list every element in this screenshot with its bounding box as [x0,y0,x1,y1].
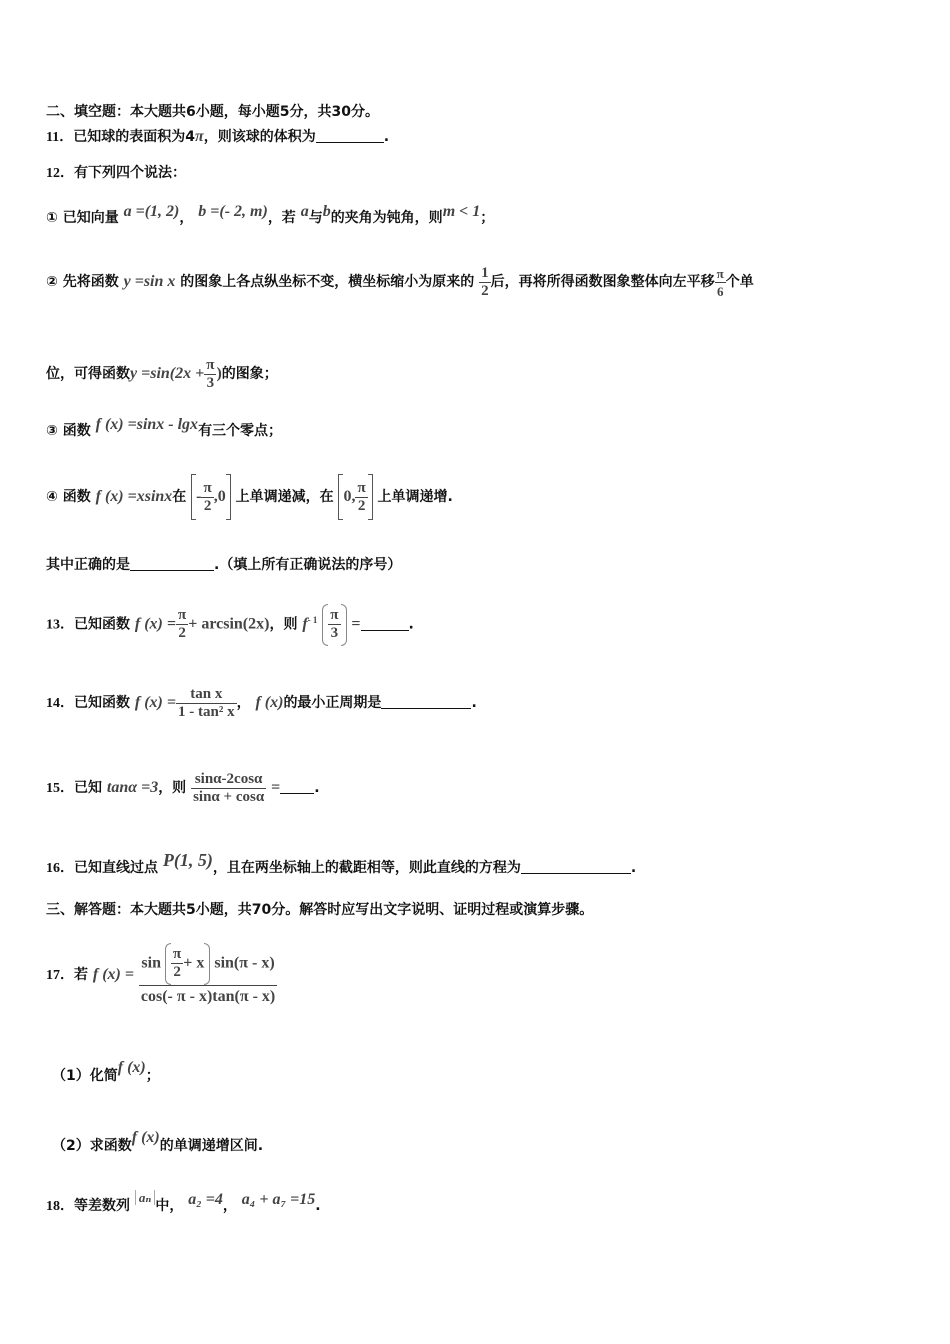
fraction-trig: sin $\frac{\pi}{2}$ + x sin(π - x) cos(- π - x)tan(π - x) [139,943,277,1008]
answer-blank [521,859,631,874]
question-12-statement-2: ② 先将函数 y =sin x 的图象上各点纵坐标不变，横坐标缩小为原来的 $\frac{1}{2}$ 后，再将所得函数图象整体向左平移 $\frac{\pi}{6}$ 个单 [46,264,754,299]
answer-blank [361,616,409,631]
question-17: 17．若 f (x) = sin $\frac{\pi}{2}$ + x sin(π - x) cos(- π - x)tan(π - x) [46,940,277,1011]
question-12-statement-1: ① 已知向量 a =(1, 2)， b =(- 2, m)，若 a与b的夹角为钝角，则m < 1； [46,203,495,226]
fraction-pi-over-2: $\frac{\pi}{2}$ [173,946,182,980]
fraction-one-half: $\frac{1}{2}$ [481,264,489,299]
right-bracket [368,474,373,520]
question-16: 16．已知直线过点 P(1, 5)，且在两坐标轴上的截距相等，则此直线的方程为 . [46,850,637,876]
fraction-sin-cos: $\frac{\sin\alpha-2\cos\alpha}{\sin\alpha + \cos\alpha}$ [193,770,265,805]
fraction-pi-over-2: $\frac{\pi}{2}$ [203,479,212,514]
right-paren [204,943,210,985]
fraction-pi-over-6: $\frac{\pi}{6}$ [716,265,724,299]
question-13: 13．已知函数 f (x) = $\frac{\pi}{2}$ + arcsin(2x)，则 $f^{- 1}$ $\frac{\pi}{3}$ = . [46,595,414,651]
question-12-statement-2-cont: 位，可得函数y =sin(2x + $\frac{\pi}{3}$ )的图象； [46,356,278,391]
right-paren [341,604,347,646]
question-12-statement-4: ④ 函数 f (x) =xsinx在 - $\frac{\pi}{2}$ ,0 上单调递减，在 0, $\frac{\pi}{2}$ 上单调递增. [46,472,453,522]
fraction-pi-over-3: $\frac{\pi}{3}$ [330,607,339,642]
question-12-answer: 其中正确的是 .（填上所有正确说法的序号） [46,557,402,573]
question-17-part-1: （1）化简f (x)； [52,1059,160,1084]
right-bracket [226,474,231,520]
answer-blank [280,779,314,794]
answer-blank [130,556,214,571]
fraction-tan: $\frac{\text{tan x}}{\text{1 - tan² x}}$ [177,685,235,720]
section-heading-solutions: 三、解答题：本大题共5小题，共70分。解答时应写出文字说明、证明过程或演算步骤。 [46,902,594,918]
fraction-pi-over-2: $\frac{\pi}{2}$ [357,479,366,514]
question-17-part-2: （2）求函数f (x)的单调递增区间. [52,1129,264,1154]
section-heading-fill-in: 二、填空题：本大题共6小题，每小题5分，共30分。 [46,104,379,120]
question-12-intro: 12．有下列四个说法： [46,165,186,181]
fraction-pi-over-2: $\frac{\pi}{2}$ [177,607,187,642]
answer-blank [381,694,471,709]
question-12-statement-3: ③ 函数 f (x) =sinx - lgx有三个零点； [46,416,283,439]
question-15: 15．已知 tanα =3，则 $\frac{\sin\alpha-2\cos\alpha}{\sin\alpha + \cos\alpha}$ = . [46,770,320,805]
question-18: 18．等差数列 aₙ中， a₂ =4， a₄ + a₇ =15. [46,1190,321,1214]
fraction-pi-over-3: $\frac{\pi}{3}$ [206,356,215,391]
answer-blank [316,128,384,143]
question-14: 14．已知函数 f (x) = $\frac{\text{tan x}}{\text{1 - tan² x}}$ ， f (x)的最小正周期是 . [46,685,477,720]
question-11: 11．已知球的表面积为4π，则该球的体积为 . [46,128,390,145]
